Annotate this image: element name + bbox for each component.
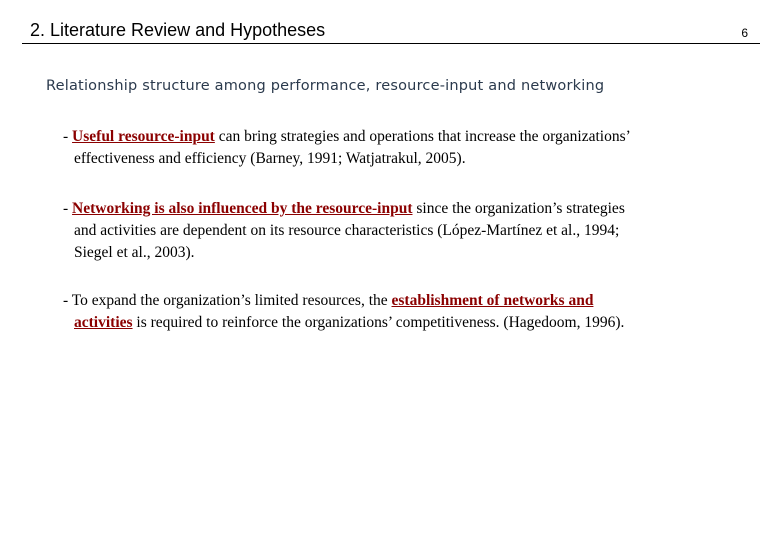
- highlighted-phrase: Useful resource-input: [72, 128, 215, 145]
- bullet-point-2: [63, 198, 728, 264]
- bullet-dash: -: [63, 128, 73, 145]
- bullet-dash: -: [63, 200, 73, 217]
- slide-title: 2. Literature Review and Hypotheses: [30, 20, 326, 40]
- bullet-text: can bring strategies and operations that increase the organizations’: [214, 128, 631, 145]
- bullet-continuation: [63, 312, 728, 334]
- highlighted-phrase: establishment of networks and: [391, 292, 594, 309]
- bullet-continuation: effectiveness and efficiency (Barney, 1991; Watjatrakul, 2005).: [74, 150, 466, 167]
- highlighted-phrase: Networking is also influenced by the resource-input: [72, 200, 413, 217]
- bullet-text: is required to reinforce the organizations’ competitiveness. (Hagedoom, 1996).: [132, 314, 625, 331]
- bullet-text: To expand the organization’s limited resources, the: [71, 292, 392, 309]
- bullet-dash: -: [63, 292, 72, 309]
- bullet-point-3: [63, 290, 728, 334]
- bullet-text: since the organization’s strategies: [412, 200, 625, 217]
- section-subtitle: Relationship structure among performance, resource-input and networking: [46, 78, 605, 94]
- title-divider: [22, 43, 760, 44]
- bullet-continuation: Siegel et al., 2003).: [74, 244, 195, 261]
- highlighted-phrase: activities: [74, 314, 133, 331]
- page-number: 6: [741, 26, 748, 40]
- bullet-continuation: and activities are dependent on its resource characteristics (López-Martínez et al., 1994;: [74, 222, 620, 239]
- bullet-point-1: [63, 126, 728, 170]
